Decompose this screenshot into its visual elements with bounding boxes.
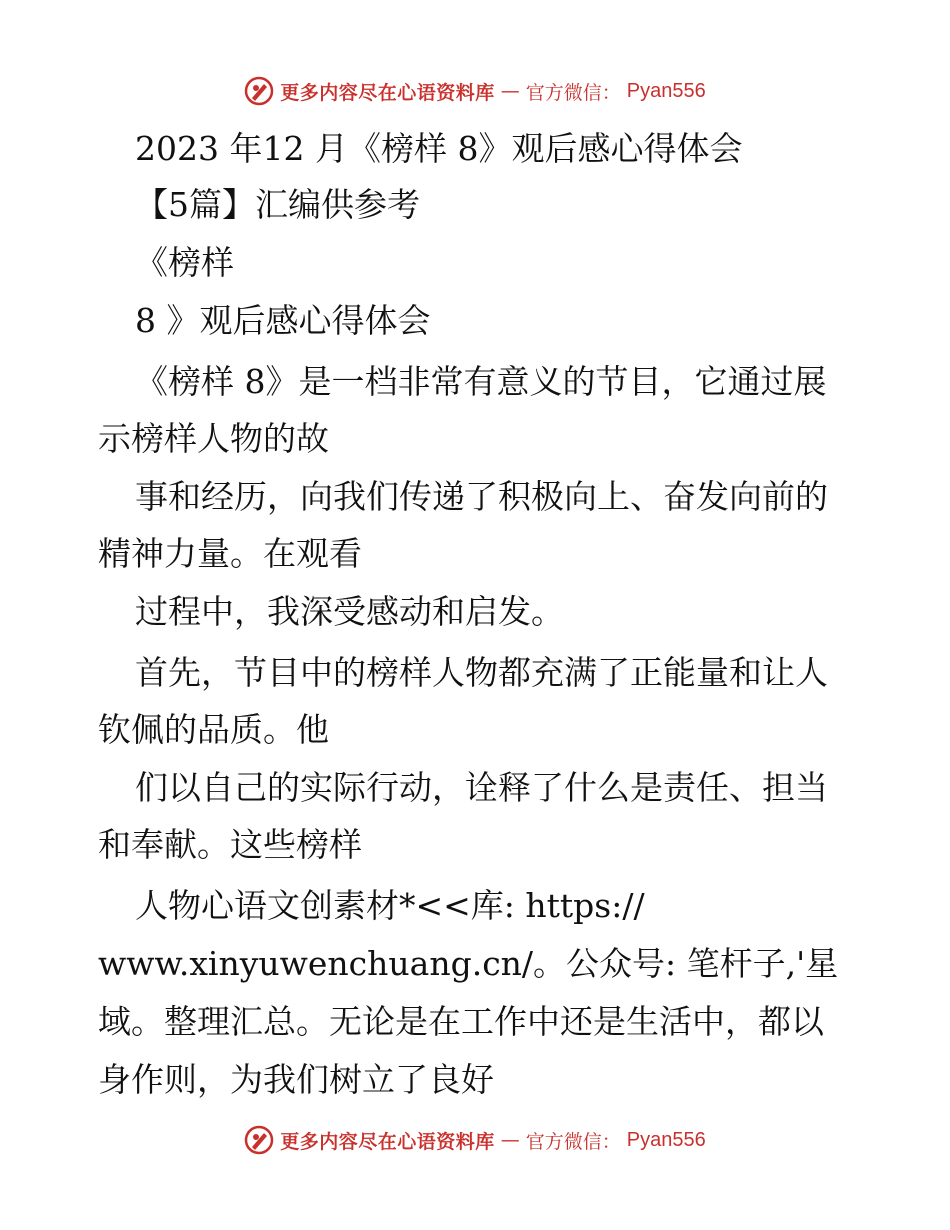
banner-dash: — xyxy=(500,1129,520,1151)
doc-text-line: www.xinyuwenchuang.cn/。公众号: 笔杆子,'星 xyxy=(98,944,839,983)
doc-heading-line-1: 《榜样 xyxy=(135,243,234,282)
doc-text-line: 事和经历，向我们传递了积极向上、奋发向前的 xyxy=(135,477,828,516)
banner-dash: — xyxy=(500,80,520,102)
header-banner xyxy=(0,71,950,111)
doc-text-line: 身作则，为我们树立了良好 xyxy=(98,1060,494,1099)
doc-text-line: 首先，节目中的榜样人物都充满了正能量和让人 xyxy=(135,653,828,692)
doc-text-line: 们以自己的实际行动，诠释了什么是责任、担当 xyxy=(135,768,828,807)
banner-main-text: 更多内容尽在心语资料库 xyxy=(280,1130,495,1153)
doc-title-line-2: 【5篇】汇编供参考 xyxy=(135,185,420,224)
doc-text-line: 《榜样 8》是一档非常有意义的节目，它通过展 xyxy=(135,362,827,401)
doc-text-line: 人物心语文创素材*<<库: https:// xyxy=(135,886,645,925)
doc-text-line: 钦佩的品质。他 xyxy=(98,710,329,749)
banner-main-text: 更多内容尽在心语资料库 xyxy=(280,81,495,104)
banner-wechat-id: Pyan556 xyxy=(626,1128,706,1151)
doc-title-line-1: 2023 年12 月《榜样 8》观后感心得体会 xyxy=(135,129,743,168)
banner-sub-text: 官方微信： xyxy=(525,81,621,104)
banner-wechat-id: Pyan556 xyxy=(626,79,706,102)
brand-logo-icon xyxy=(244,1125,274,1155)
doc-text-line: 过程中，我深受感动和启发。 xyxy=(135,592,564,631)
brand-logo-icon xyxy=(244,76,274,106)
doc-text-line: 域。整理汇总。无论是在工作中还是生活中，都以 xyxy=(98,1002,824,1041)
banner-sub-text: 官方微信： xyxy=(525,1130,621,1153)
doc-text-line: 精神力量。在观看 xyxy=(98,534,362,573)
footer-banner xyxy=(0,1120,950,1160)
doc-heading-line-2: 8 》观后感心得体会 xyxy=(135,301,431,340)
doc-text-line: 和奉献。这些榜样 xyxy=(98,825,362,864)
doc-text-line: 示榜样人物的故 xyxy=(98,419,329,458)
